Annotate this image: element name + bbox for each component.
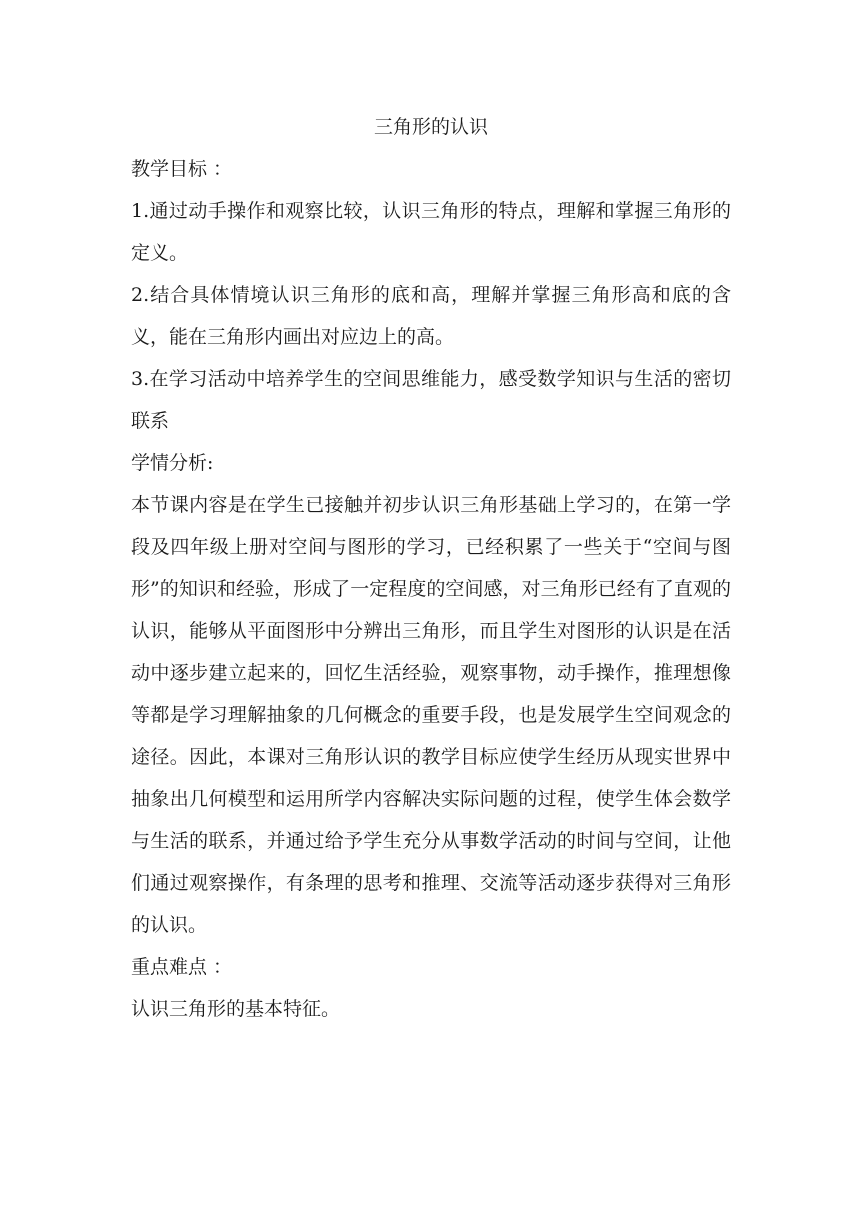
keypoints-body: 认识三角形的基本特征。 — [131, 998, 341, 1020]
objective-3: 3.在学习活动中培养学生的空间思维能力，感受数学知识与生活的密切联系 — [131, 368, 731, 432]
document-content — [131, 106, 731, 1030]
analysis-heading: 学情分析: — [131, 452, 214, 474]
objectives-heading: 教学目标 ： — [131, 158, 233, 180]
objective-2: 2.结合具体情境认识三角形的底和高，理解并掌握三角形高和底的含义，能在三角形内画出对应边上的高。 — [131, 284, 731, 348]
analysis-body: 本节课内容是在学生已接触并初步认识三角形基础上学习的，在第一学段及四年级上册对空间与图形的学习，已经积累了一些关于“空间与图形”的知识和经验，形成了一定程度的空间感，对三角形已经有了直观的认识，能够从平面图形中分辨出三角形，而且学生对图形的认识是在活动中逐步建立起来的，回忆生活经验，观察事物，动手操作，推理想像等都是学习理解抽象的几何概念的重要手段，也是发展学生空间观念的途径。因此，本课对三角形认识的教学目标应使学生经历从现实世界中抽象出几何模型和运用所学内容解决实际问题的过程，使学生体会数学与生活的联系，并通过给予学生充分从事数学活动的时间与空间，让他们通过观察操作，有条理的思考和推理、交流等活动逐步获得对三角形的认识。 — [131, 494, 731, 936]
objective-1: 1.通过动手操作和观察比较，认识三角形的特点，理解和掌握三角形的定义。 — [131, 200, 731, 264]
document-title: 三角形的认识 — [373, 116, 488, 138]
keypoints-heading: 重点难点 ： — [131, 956, 233, 978]
